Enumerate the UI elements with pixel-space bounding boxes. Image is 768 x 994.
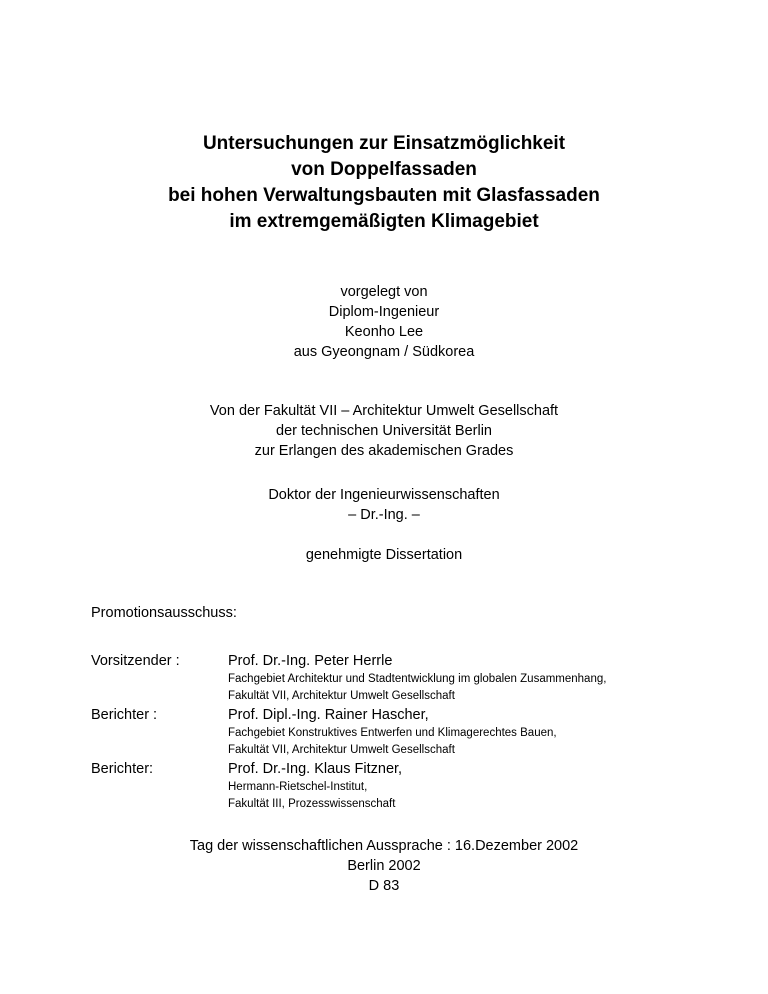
author-block bbox=[0, 282, 768, 362]
defense-date: Tag der wissenschaftlichen Aussprache : 16.Dezember 2002 bbox=[189, 838, 579, 854]
title-line: Untersuchungen zur Einsatzmöglichkeit bbox=[202, 133, 566, 154]
committee-member bbox=[228, 651, 606, 705]
faculty-block bbox=[0, 401, 768, 461]
member-detail: Fakultät VII, Architektur Umwelt Gesellschaft bbox=[228, 690, 455, 702]
committee-role: Berichter : bbox=[91, 707, 158, 723]
title-line: von Doppelfassaden bbox=[291, 159, 477, 180]
approval-text bbox=[0, 545, 768, 565]
degree-line: Doktor der Ingenieurwissenschaften bbox=[268, 487, 500, 503]
title-line: im extremgemäßigten Klimagebiet bbox=[229, 211, 539, 232]
author-line: vorgelegt von bbox=[340, 284, 428, 300]
degree-abbreviation: – Dr.-Ing. – bbox=[348, 507, 420, 523]
title-line: bei hohen Verwaltungsbauten mit Glasfassaden bbox=[168, 185, 600, 206]
author-name: Keonho Lee bbox=[344, 324, 424, 340]
committee-member bbox=[228, 759, 402, 813]
member-name: Prof. Dipl.-Ing. Rainer Hascher, bbox=[228, 707, 429, 723]
faculty-line: Von der Fakultät VII – Architektur Umwelt Gesellschaft bbox=[209, 403, 559, 419]
committee-role: Vorsitzender : bbox=[91, 653, 180, 669]
author-origin: aus Gyeongnam / Südkorea bbox=[293, 344, 475, 360]
dissertation-title bbox=[0, 131, 768, 235]
member-name: Prof. Dr.-Ing. Klaus Fitzner, bbox=[228, 761, 403, 777]
member-detail: Hermann-Rietschel-Institut, bbox=[228, 781, 368, 793]
degree-block bbox=[0, 485, 768, 525]
member-name: Prof. Dr.-Ing. Peter Herrle bbox=[228, 653, 393, 669]
library-code: D 83 bbox=[368, 878, 400, 894]
member-detail: Fakultät VII, Architektur Umwelt Gesellschaft bbox=[228, 744, 455, 756]
place-year: Berlin 2002 bbox=[347, 858, 421, 874]
committee-member bbox=[228, 705, 557, 759]
author-line: Diplom-Ingenieur bbox=[328, 304, 440, 320]
committee-role: Berichter: bbox=[91, 761, 154, 777]
footer-block bbox=[0, 836, 768, 896]
faculty-line: der technischen Universität Berlin bbox=[276, 423, 492, 439]
faculty-line: zur Erlangen des akademischen Grades bbox=[254, 443, 514, 459]
member-detail: Fachgebiet Architektur und Stadtentwicklung im globalen Zusammenhang, bbox=[228, 673, 607, 685]
approval-line: genehmigte Dissertation bbox=[305, 547, 463, 563]
member-detail: Fakultät III, Prozesswissenschaft bbox=[228, 798, 396, 810]
committee-heading: Promotionsausschuss: bbox=[91, 605, 237, 621]
member-detail: Fachgebiet Konstruktives Entwerfen und Klimagerechtes Bauen, bbox=[228, 727, 557, 739]
